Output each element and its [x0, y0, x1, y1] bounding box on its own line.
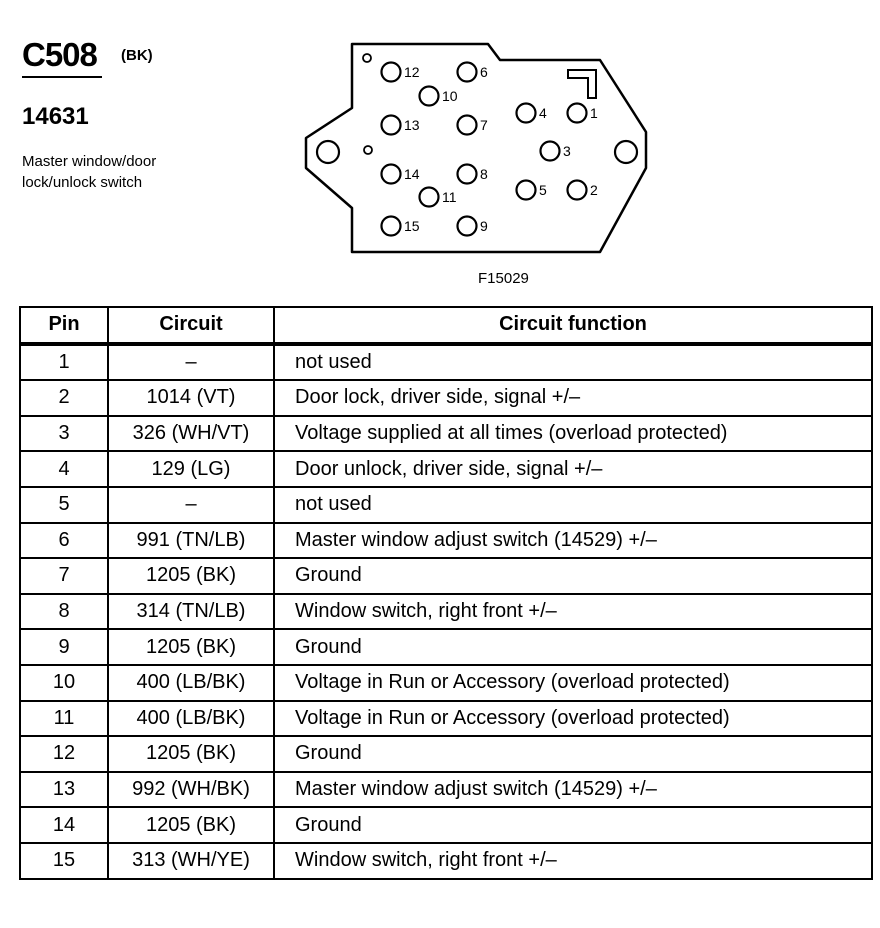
pin-cell: 11 [20, 701, 108, 737]
pin-5-label: 5 [539, 182, 547, 198]
circuit-cell: 991 (TN/LB) [108, 523, 274, 559]
pin-7-label: 7 [480, 117, 488, 133]
pin-3-label: 3 [563, 143, 571, 159]
pin-12-socket [382, 63, 401, 82]
pin-1-label: 1 [590, 105, 598, 121]
pin-12-label: 12 [404, 64, 420, 80]
table-header-row [20, 307, 872, 344]
pin-9-label: 9 [480, 218, 488, 234]
table-row [20, 807, 872, 843]
pin-cell: 8 [20, 594, 108, 630]
pin-cell: 5 [20, 487, 108, 523]
function-cell: Window switch, right front +/– [274, 843, 872, 879]
polarization-key [568, 70, 596, 98]
table-row [20, 451, 872, 487]
function-cell: Voltage supplied at all times (overload protected) [274, 416, 872, 452]
pin-cell: 15 [20, 843, 108, 879]
pin-3-socket [541, 142, 560, 161]
mounting-hole-left [317, 141, 339, 163]
pin-6-socket [458, 63, 477, 82]
pin-cell: 9 [20, 629, 108, 665]
circuit-cell: 314 (TN/LB) [108, 594, 274, 630]
function-cell: Door lock, driver side, signal +/– [274, 380, 872, 416]
connector-id-underline [22, 76, 102, 78]
function-cell: Voltage in Run or Accessory (overload protected) [274, 665, 872, 701]
circuit-cell: 1014 (VT) [108, 380, 274, 416]
table-row [20, 629, 872, 665]
small-dot-left [364, 146, 372, 154]
pin-cell: 1 [20, 344, 108, 381]
table-row [20, 487, 872, 523]
function-cell: not used [274, 487, 872, 523]
pin-14-socket [382, 165, 401, 184]
connector-id: C508 [22, 36, 97, 73]
function-cell: Ground [274, 629, 872, 665]
circuit-cell: 326 (WH/VT) [108, 416, 274, 452]
figure-number: F15029 [478, 270, 529, 287]
description-line-2: lock/unlock switch [22, 174, 143, 191]
pin-7-socket [458, 116, 477, 135]
table-row [20, 380, 872, 416]
function-cell: Voltage in Run or Accessory (overload protected) [274, 701, 872, 737]
header-circuit-function: Circuit function [274, 307, 872, 344]
header-circuit: Circuit [108, 307, 274, 344]
pin-8-socket [458, 165, 477, 184]
pin-8-label: 8 [480, 166, 488, 182]
pin-13-label: 13 [404, 117, 420, 133]
pin-cell: 13 [20, 772, 108, 808]
pin-5-socket [517, 181, 536, 200]
description-line-1: Master window/door [22, 153, 157, 170]
pin-cell: 10 [20, 665, 108, 701]
circuit-cell: 1205 (BK) [108, 807, 274, 843]
pin-10-label: 10 [442, 88, 458, 104]
pin-1-socket [568, 104, 587, 123]
pin-cell: 2 [20, 380, 108, 416]
pin-cell: 6 [20, 523, 108, 559]
pin-cell: 7 [20, 558, 108, 594]
pin-13-socket [382, 116, 401, 135]
pin-cell: 4 [20, 451, 108, 487]
function-cell: Ground [274, 558, 872, 594]
pin-cell: 14 [20, 807, 108, 843]
function-cell: Ground [274, 807, 872, 843]
circuit-cell: 400 (LB/BK) [108, 701, 274, 737]
pin-cell: 3 [20, 416, 108, 452]
header-pin: Pin [20, 307, 108, 344]
circuit-cell: 400 (LB/BK) [108, 665, 274, 701]
circuit-cell: 313 (WH/YE) [108, 843, 274, 879]
pin-11-label: 11 [442, 189, 457, 205]
circuit-cell: 1205 (BK) [108, 736, 274, 772]
circuit-cell: 1205 (BK) [108, 558, 274, 594]
pin-6-label: 6 [480, 64, 488, 80]
pin-4-label: 4 [539, 105, 547, 121]
circuit-cell: – [108, 344, 274, 381]
pin-10-socket [420, 87, 439, 106]
table-row [20, 558, 872, 594]
function-cell: Master window adjust switch (14529) +/– [274, 772, 872, 808]
table-row [20, 665, 872, 701]
function-cell: Ground [274, 736, 872, 772]
part-number: 14631 [22, 103, 89, 130]
table-row [20, 594, 872, 630]
table-row [20, 772, 872, 808]
circuit-cell: 129 (LG) [108, 451, 274, 487]
connector-face-diagram [300, 40, 660, 260]
pin-2-socket [568, 181, 587, 200]
mounting-hole-right [615, 141, 637, 163]
function-cell: not used [274, 344, 872, 381]
table-row [20, 523, 872, 559]
circuit-cell: – [108, 487, 274, 523]
table-row [20, 416, 872, 452]
pin-15-label: 15 [404, 218, 420, 234]
table-row [20, 736, 872, 772]
table-row [20, 701, 872, 737]
function-cell: Door unlock, driver side, signal +/– [274, 451, 872, 487]
pinout-table [19, 306, 873, 880]
pin-cell: 12 [20, 736, 108, 772]
table-row [20, 344, 872, 381]
function-cell: Window switch, right front +/– [274, 594, 872, 630]
circuit-cell: 992 (WH/BK) [108, 772, 274, 808]
small-dot-top [363, 54, 371, 62]
table-row [20, 843, 872, 879]
circuit-cell: 1205 (BK) [108, 629, 274, 665]
function-cell: Master window adjust switch (14529) +/– [274, 523, 872, 559]
pin-14-label: 14 [404, 166, 420, 182]
connector-description [22, 151, 156, 193]
pin-2-label: 2 [590, 182, 598, 198]
pin-15-socket [382, 217, 401, 236]
connector-color-code: (BK) [121, 47, 153, 64]
pin-4-socket [517, 104, 536, 123]
pin-11-socket [420, 188, 439, 207]
pin-9-socket [458, 217, 477, 236]
